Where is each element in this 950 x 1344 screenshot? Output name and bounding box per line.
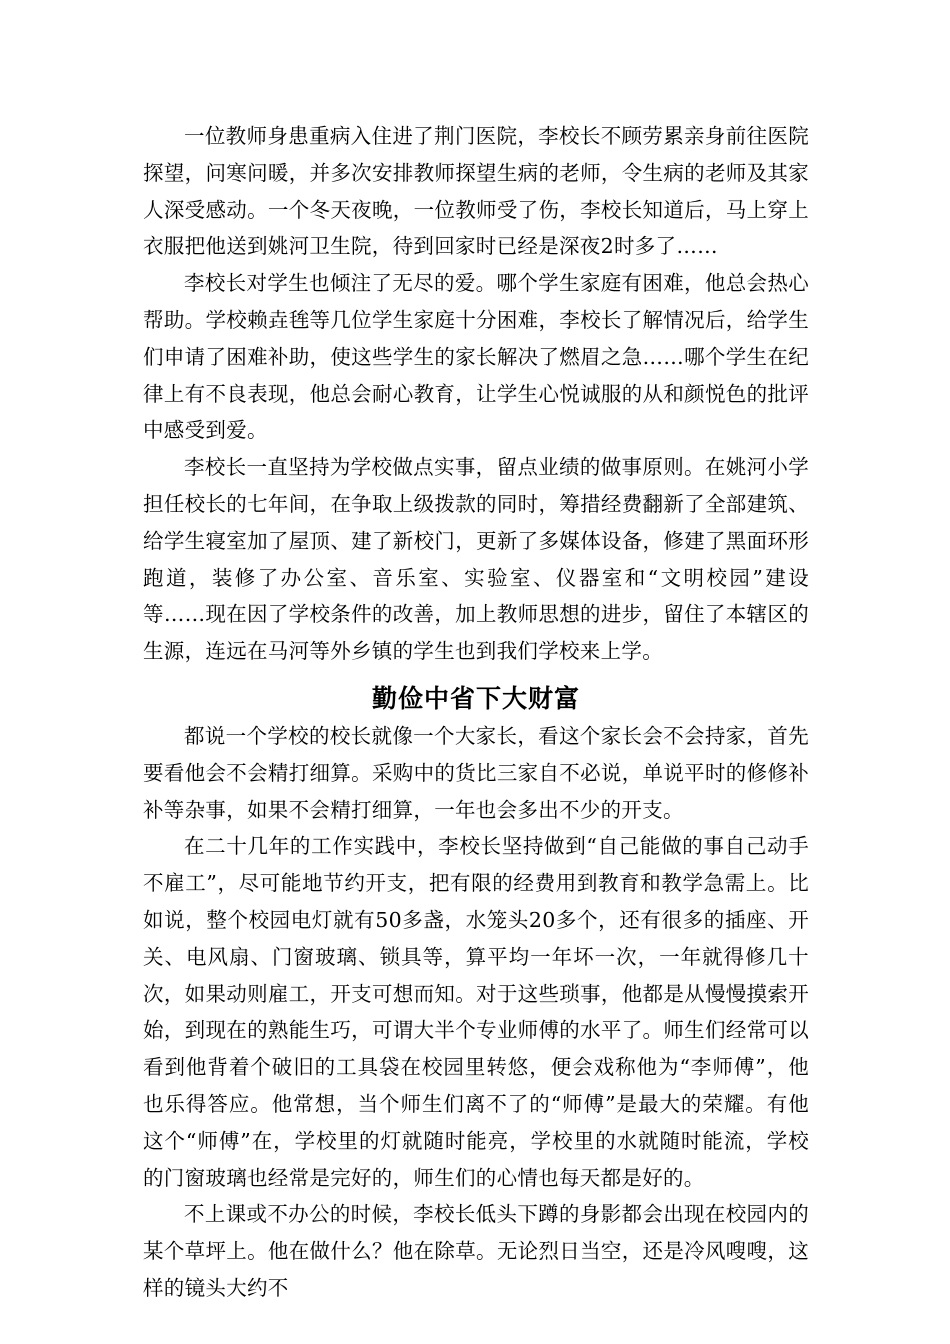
section-title: 勤俭中省下大财富	[371, 683, 580, 713]
paragraph-household-analogy: 都说一个学校的校长就像一个大家长，看这个家长会不会持家，首先要看他会不会精打细算。采购中的货比三家自不必说，单说平时的修修补补等杂事，如果不会精打细算，一年也会多出不少的开支。	[143, 723, 809, 822]
paragraph-weeding: 不上课或不办公的时候，李校长低头下蹲的身影都会出现在校园内的某个草坪上。他在做什么？他在除草。无论烈日当空，还是冷风嗖嗖，这样的镜头大约不	[143, 1202, 809, 1300]
paragraph-school-improvements: 李校长一直坚持为学校做点实事，留点业绩的做事原则。在姚河小学担任校长的七年间，在争取上级拨款的同时，筹措经费翻新了全部建筑、给学生寝室加了屋顶、建了新校门，更新了多媒体设备，修建了黑面环形跑道，装修了办公室、音乐室、实验室、仪器室和“文明校园”建设等……现在因了学校条件的改善，加上教师思想的进步，留住了本辖区的生源，连远在马河等外乡镇的学生也到我们学校来上学。	[143, 455, 809, 664]
document-page	[143, 118, 809, 1307]
paragraph-hospital-visit: 一位教师身患重病入住进了荆门医院，李校长不顾劳累亲身前往医院探望，问寒问暖，并多次安排教师探望生病的老师，令生病的老师及其家人深受感动。一个冬天夜晚，一位教师受了伤，李校长知道后，马上穿上衣服把他送到姚河卫生院，待到回家时已经是深夜2时多了……	[143, 124, 809, 259]
paragraph-care-for-students: 李校长对学生也倾注了无尽的爱。哪个学生家庭有困难，他总会热心帮助。学校赖垚毪等几位学生家庭十分困难，李校长了解情况后，给学生们申请了困难补助，使这些学生的家长解决了燃眉之急……哪个学生在纪律上有不良表现，他总会耐心教育，让学生心悦诚服的从和颜悦色的批评中感受到爱。	[143, 271, 809, 443]
paragraph-self-repair: 在二十几年的工作实践中，李校长坚持做到“自己能做的事自己动手不雇工”，尽可能地节约开支，把有限的经费用到教育和教学急需上。比如说，整个校园电灯就有50多盏，水笼头20多个，还有很多的插座、开关、电风扇、门窗玻璃、锁具等，算平均一年坏一次，一年就得修几十次，如果动则雇工，开支可想而知。对于这些琐事，他都是从慢慢摸索开始，到现在的熟能生巧，可谓大半个专业师傅的水平了。师生们经常可以看到他背着个破旧的工具袋在校园里转悠，便会戏称他为“李师傅”，他也乐得答应。他常想，当个师生们离不了的“师傅”是最大的荣耀。有他这个“师傅”在，学校里的灯就随时能亮，学校里的水就随时能流，学校的门窗玻璃也经常是完好的，师生们的心情也每天都是好的。	[143, 834, 809, 1190]
